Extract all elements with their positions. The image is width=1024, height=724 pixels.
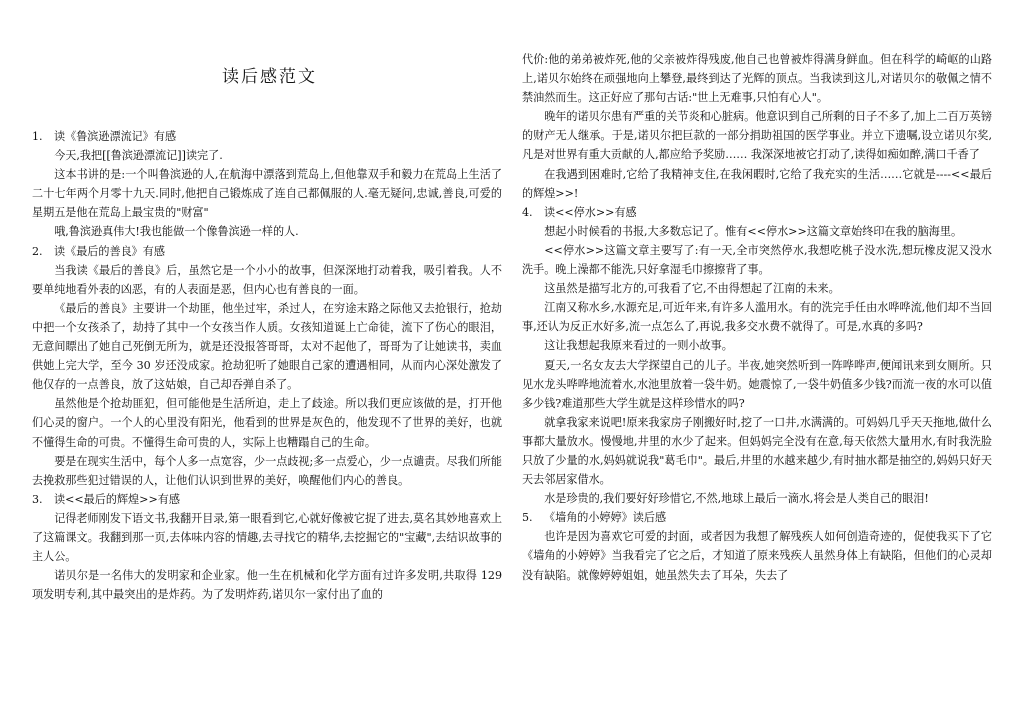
section-number: 3. (32, 492, 43, 506)
paragraph: 就拿我家来说吧!原来我家房子刚搬好时,挖了一口井,水满满的。可妈妈几乎天天拖地,做什么事都大量放水。慢慢地,井里的水少了起来。但妈妈完全没有在意,每天依然大量用水,有时我洗脸只放了少量的水,妈妈就说我"葛毛巾"。最后,井里的水越来越少,有时抽水都是抽空的,妈妈只好天天去邻居家借水。 (522, 415, 992, 487)
section-heading-text: 读<<最后的辉煌>>有感 (54, 492, 180, 506)
section-heading (32, 490, 502, 509)
paragraph: 记得老师刚发下语文书,我翻开目录,第一眼看到它,心就好像被它捉了进去,莫名其妙地喜欢上了这篇课文。我翻到那一页,去体味内容的情趣,去寻找它的精华,去挖掘它的"宝藏",去结识故事的主人公。 (32, 511, 502, 564)
paragraph: 这虽然是描写北方的,可我看了它,不由得想起了江南的未来。 (544, 282, 840, 296)
section-number: 5. (522, 511, 533, 525)
paragraph: 在我遇到困难时,它给了我精神支住,在我闲暇时,它给了我充实的生活……它就是----<<最后的辉煌>>! (522, 167, 992, 200)
paragraph: 晚年的诺贝尔患有严重的关节炎和心脏病。他意识到自己所剩的日子不多了,加上二百万英镑的财产无人继承。于是,诺贝尔把巨款的一部分捐助祖国的医学事业。并立下遗嘱,设立诺贝尔奖,凡是对世界有重大贡献的人,都应给予奖励…… 我深深地被它打动了,读得如痴如醉,满口千香了 (522, 110, 992, 162)
section-number: 2. (32, 244, 43, 258)
section-heading (522, 203, 992, 222)
paragraph: <<停水>>这篇文章主要写了:有一天,全市突然停水,我想吃桃子没水洗,想玩橡皮泥又没水洗手。晚上澡都不能洗,只好拿湿毛巾擦擦背了事。 (522, 243, 992, 277)
paragraph: 《最后的善良》主要讲一个劫匪，他坐过牢，杀过人，在穷途末路之际他又去抢银行，抢劫中把一个女孩杀了，劫持了其中一个女孩当作人质。女孩知道诞上亡命徒，流下了伤心的眼泪，无意间瞟出了她自己死倒无所为，就是还没报答哥哥，太对不起他了，哥哥为了让她读书，卖血供她上完大学，至今 30 岁还没成家。抢劫犯听了她眼自己家的遭遇相同，从而内心深处激发了他仅存的一点善良，放了这姑娘，自己却吞弹自杀了。 (32, 301, 502, 392)
section-heading (32, 127, 502, 146)
paragraph: 这让我想起我原来看过的一则小故事。 (544, 339, 733, 353)
paragraph: 夏天,一名女友去大学探望自己的儿子。半夜,她突然听到一阵哗哗声,便闻讯来到女厕所。只见水龙头哗哗地流着水,水池里放着一袋牛奶。她震惊了,一袋牛奶值多少钱?而流一夜的水可以值多少钱?难道那些大学生就是这样珍惜水的吗? (522, 358, 992, 410)
section-number: 1. (32, 130, 43, 143)
page-title: 读后感范文 (222, 67, 317, 87)
section-heading (522, 508, 992, 527)
section-heading (32, 242, 502, 261)
paragraph: 虽然他是个抢劫匪犯，但可能他是生活所迫，走上了歧途。所以我们更应该做的是，打开他们心灵的窗户。一个人的心里没有阳光，他看到的世界是灰色的，他发现不了世界的美好，也就不懂得生命的可贵。不懂得生命可贵的人，实际上也糟蹋自己的生命。 (32, 397, 502, 449)
paragraph: 也许是因为喜欢它可爱的封面，或者因为我想了解残疾人如何创造奇迹的，促使我买下了它《墙角的小婷婷》当我看完了它之后，才知道了原来残疾人虽然身体上有缺陷，但他们的心灵却没有缺陷。就像婷婷姐姐，她虽然失去了耳朵，失去了 (522, 530, 992, 582)
continued-paragraph: 代价:他的弟弟被炸死,他的父亲被炸得残废,他自己也曾被炸得满身鲜血。但在科学的崎岖的山路上,诺贝尔始终在顽强地向上攀登,最终到达了光辉的顶点。当我读到这儿,对诺贝尔的敬佩之情不禁油然而生。这正好应了那句古话:"世上无难事,只怕有心人"。 (522, 53, 992, 105)
section-heading-text: 读<<停水>>有感 (544, 205, 637, 219)
paragraph: 想起小时候看的书报,大多数忘记了。惟有<<停水>>这篇文章始终印在我的脑海里。 (544, 224, 963, 238)
paragraph: 诺贝尔是一名伟大的发明家和企业家。他一生在机械和化学方面有过许多发明,共取得 129 项发明专利,其中最突出的是炸药。为了发明炸药,诺贝尔一家付出了血的 (32, 569, 502, 602)
paragraph: 这本书讲的是:一个叫鲁滨逊的人,在航海中漂落到荒岛上,但他靠双手和毅力在荒岛上生活了二十七年两个月零十九天.同时,他把自己锻炼成了连自己都佩服的人.毫无疑问,忠诚,善良,可爱的星期五是他在荒岛上最宝贵的"财富" (32, 168, 502, 220)
paragraph: 江南又称水乡,水源充足,可近年来,有许多人滥用水。有的洗完手任由水哗哗流,他们却不当回事,还认为反正水好多,流一点怎么了,再说,我多交水费不就得了。可是,水真的多吗? (522, 301, 992, 334)
section-heading-text: 《墙角的小婷婷》读后感 (544, 511, 667, 525)
paragraph: 水是珍贵的,我们要好好珍惜它,不然,地球上最后一滴水,将会是人类自己的眼泪! (544, 492, 929, 506)
section-heading-text: 读《最后的善良》有感 (54, 244, 165, 258)
left-column-text (32, 127, 502, 604)
section-heading-text: 读《鲁滨逊漂流记》有感 (54, 130, 177, 143)
paragraph: 要是在现实生活中，每个人多一点宽容，少一点歧视;多一点爱心，少一点谴责。尽我们所能去挽救那些犯过错误的人，让他们认识到世界的美好，唤醒他们内心的善良。 (32, 454, 502, 487)
paragraph: 当我读《最后的善良》后，虽然它是一个小小的故事，但深深地打动着我，吸引着我。人不要单纯地看外表的凶恶，有的人表面是恶，但内心也有善良的一面。 (32, 263, 502, 296)
section-number: 4. (522, 205, 533, 219)
right-column-text (522, 50, 992, 585)
paragraph: 哦,鲁滨逊真伟大!我也能做一个像鲁滨逊一样的人. (54, 225, 299, 239)
paragraph: 今天,我把[[鲁滨逊漂流记]]读完了. (54, 149, 223, 163)
